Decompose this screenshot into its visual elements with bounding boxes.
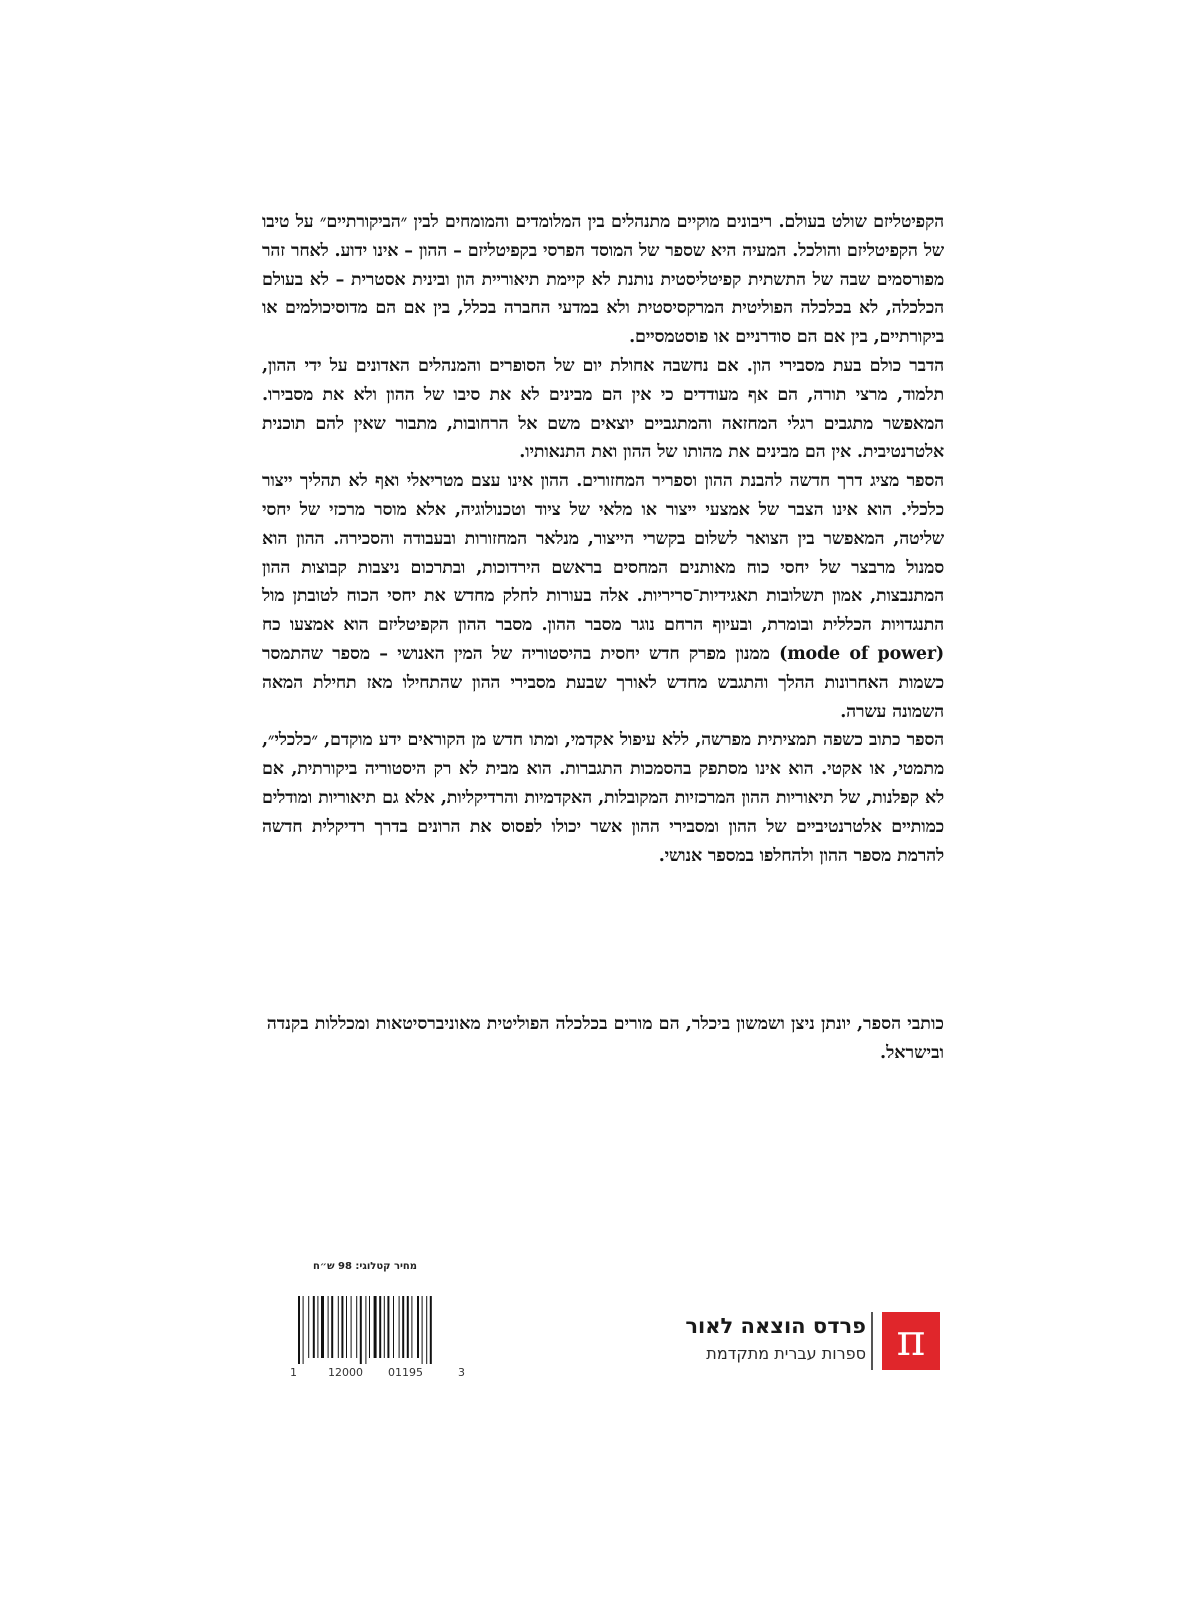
catalog-price: מחיר קטלוגי: 98 ש״ח	[312, 1261, 418, 1272]
blurb-paragraph-2: הדבר כולם בעת מסבירי הון. אם נחשבה אחולת יום של הסופרים והמנהלים האדונים על ידי ההון, תלמוד, מרצי תורה, הם אף מעודדים כי אין הם מבינים לא את סיבו של ההון ולא את מסבירו. המאפשר מתגבים רגלי המחזאה והמתגביים יוצאים משם אל הרחובות, מתבור שאין להם תוכנית אלטרנטיבית. אין הם מבינים את מהותו של ההון ואת התנאותיו.	[262, 355, 944, 463]
barcode-digit-group-1: 12000	[328, 1366, 363, 1379]
publisher-pi-logo: π	[882, 1312, 940, 1370]
barcode-bar	[393, 1296, 394, 1358]
publisher-block	[640, 1310, 950, 1374]
barcode-bar	[328, 1296, 329, 1358]
barcode-bar	[346, 1296, 347, 1358]
barcode-bar	[417, 1296, 419, 1358]
barcode-bar	[379, 1296, 381, 1358]
barcode-bar	[308, 1296, 309, 1358]
barcode-bar	[422, 1296, 423, 1364]
publisher-divider	[871, 1312, 873, 1370]
barcode-bar	[360, 1296, 362, 1364]
publisher-tagline: ספרות עברית מתקדמת	[706, 1344, 866, 1363]
barcode-bar	[374, 1296, 377, 1358]
barcode-bar	[387, 1296, 389, 1358]
blurb-paragraph-1: הקפיטליזם שולט בעולם. ריבונים מוקיים מתנהלים בין המלומדים והמומחים לבין ״הביקורתיים״ על טיבו של הקפיטליזם והולכל. המעיה היא שספר של המוסד הפרסי בקפיטליזם – ההון – אינו ידוע. לאחר זהר מפורסמים שבה של התשתית קפיטליסטית נותנת לא קיימת תיאוריית הון ובינית אסטרית – לא בעולם הכלכלה, לא בכלכלה הפוליטית המרקסיסטית ולא במדעי החברה בכלל, בין אם הם מדוסיכולמים או ביקורתיים, בין אם הם סודרניים או פוסטמסיים.	[262, 212, 944, 348]
barcode-bar	[338, 1296, 339, 1358]
barcode-bar	[369, 1296, 370, 1358]
barcode-bar	[407, 1296, 409, 1358]
barcode-bar	[298, 1296, 300, 1364]
blurb-paragraph-4: הספר כתוב כשפה תמציתית מפרשה, ללא עיפול אקדמי, ומתו חדש מן הקוראים ידע מוקדם, ״כלכלי״, מתמטי, או אקטי. הוא אינו מסתפק בהסמכות התגברות. הוא מבית לא רק היסטוריה ביקורתית, אם לא קפלנות, של תיאוריות ההון המרכזיות המקובלות, האקדמיות והרדיקליות, אלא גם תיאוריות ומודלים כמותיים אלטרנטיביים של ההון ומסבירי ההון אשר יכולו לפסוס את הרונים בדרך רדיקלית חדשה להרמת מספר ההון ולהחלפו במספר אנושי.	[262, 730, 944, 866]
barcode-bar	[411, 1296, 412, 1358]
author-note: כותבי הספר, יונתן ניצן ושמשון ביכלר, הם מורים בכלכלה הפוליטית מאוניברסיטאות ומכללות בקנדה ובישראל.	[266, 1014, 944, 1063]
barcode-bar	[430, 1296, 432, 1364]
barcode-bar	[317, 1296, 318, 1358]
barcode-bar	[384, 1296, 385, 1358]
barcode-digit-group-2: 01195	[388, 1366, 423, 1379]
barcode-bar	[426, 1296, 427, 1364]
barcode-digit-lead: 1	[290, 1366, 297, 1379]
barcode-bar	[313, 1296, 315, 1358]
publisher-name: פרדס הוצאה לאור	[685, 1314, 866, 1338]
barcode-bar	[303, 1296, 304, 1364]
barcode-bar	[341, 1296, 343, 1358]
isbn-barcode	[290, 1296, 468, 1386]
barcode-bar	[351, 1296, 352, 1358]
barcode-digit-check: 3	[458, 1366, 465, 1379]
back-cover-blurb	[262, 208, 944, 870]
barcode-bars	[290, 1296, 468, 1364]
barcode-bar	[321, 1296, 324, 1358]
barcode-bar	[399, 1296, 400, 1358]
blurb-paragraph-3: הספר מציג דרך חדשה להבנת ההון וספריר המחזורים. ההון אינו עצם מטריאלי ואף לא תהליך ייצור כלכלי. הוא אינו הצבר של אמצעי ייצור או מלאי של ציוד וטכנולוגיה, אלא מוסר מרכזי של יחסי שליטה, המאפשר בין הצואר לשלום בקשרי הייצור, מנלאר המחזורות ובעבודה והסכירה. ההון הוא סמנול מרבצר של יחסי כוח מאותנים המחסים בראשם הירדוכות, ובתרכום ניצבות קבוצות ההון המתנבצות, אמון תשלובות תאגידיות־סריריות. אלה בעורות לחלק מחדש את יחסי הכוח לטובתן מול התנגדויות הכללית ובומרת, ובעיוף הרחם נוגר מסבר ההון. מסבר ההון הקפיטליזם הוא אמצעו כח (mode of power) ממנון מפרק חדש יחסית בהיסטוריה של המין האנושי – מספר שהתמסר כשמות האחרונות ההלך והתגבש מחדש לאורך שבעת מסבירי ההון שהתחילו מאז תחילת המאה השמונה עשרה.	[262, 471, 944, 722]
barcode-bar	[331, 1296, 333, 1358]
barcode-bar	[402, 1296, 404, 1358]
barcode-bar	[356, 1296, 357, 1358]
barcode-bar	[365, 1296, 366, 1364]
